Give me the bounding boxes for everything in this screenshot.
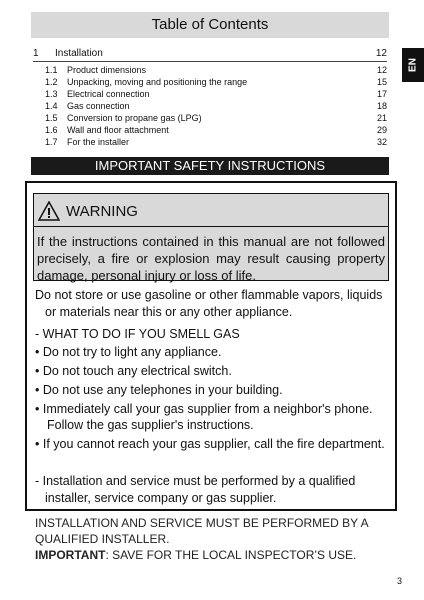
important-label: IMPORTANT	[35, 548, 106, 562]
language-tab	[402, 48, 424, 82]
safety-box	[25, 181, 397, 511]
flammable-line-2: or materials near this or any other appliance.	[45, 305, 293, 319]
toc-entry-label: For the installer	[67, 137, 130, 147]
warning-panel	[33, 193, 389, 281]
toc-entry-page: 12	[376, 65, 387, 75]
toc-entry[interactable]	[33, 112, 387, 124]
toc-entry-label: Electrical connection	[67, 89, 150, 99]
warning-triangle-icon	[38, 201, 60, 221]
toc-main-number: 1	[33, 48, 39, 59]
toc-entry-number: 1.3	[45, 89, 58, 99]
warning-title: WARNING	[66, 202, 138, 220]
toc-main-page: 12	[375, 48, 387, 59]
footer-notice	[35, 515, 395, 563]
toc-entry-number: 1.4	[45, 101, 58, 111]
toc-title: Table of Contents	[31, 12, 389, 38]
list-item: • Do not touch any electrical switch.	[35, 364, 232, 378]
flammable-warning	[35, 287, 391, 321]
toc-entry[interactable]	[33, 76, 387, 88]
table-of-contents	[33, 48, 387, 148]
list-item: • Do not try to light any appliance.	[35, 345, 222, 359]
footer-line-2	[35, 547, 395, 563]
toc-main-entry[interactable]	[33, 48, 387, 62]
toc-entry[interactable]	[33, 64, 387, 76]
toc-entry-page: 21	[376, 113, 387, 123]
toc-entry-label: Conversion to propane gas (LPG)	[67, 113, 202, 123]
list-item: • If you cannot reach your gas supplier, call the fire department.	[35, 437, 385, 451]
footer-line-1: INSTALLATION AND SERVICE MUST BE PERFORMED BY A QUALIFIED INSTALLER.	[35, 516, 368, 546]
installation-line-1: - Installation and service must be performed by a qualified	[35, 474, 356, 488]
toc-entry[interactable]	[33, 88, 387, 100]
toc-main-label: Installation	[55, 48, 103, 59]
list-item: • Immediately call your gas supplier from a neighbor's phone. Follow the gas supplier's instructions.	[35, 402, 373, 432]
toc-entry-number: 1.5	[45, 113, 58, 123]
toc-entry[interactable]	[33, 136, 387, 148]
toc-entry-number: 1.6	[45, 125, 58, 135]
toc-entry-page: 32	[376, 137, 387, 147]
warning-header	[38, 198, 138, 224]
toc-entry-page: 17	[376, 89, 387, 99]
installation-notice	[35, 473, 391, 507]
warning-text: If the instructions contained in this manual are not followed precisely, a fire or explosion may result causing property damage, personal injury or loss of life.	[37, 234, 385, 283]
toc-entry-number: 1.2	[45, 77, 58, 87]
list-item: • Do not use any telephones in your building.	[35, 383, 283, 397]
gas-smell-heading: - WHAT TO DO IF YOU SMELL GAS	[35, 327, 240, 341]
important-text: : SAVE FOR THE LOCAL INSPECTOR’S USE.	[105, 548, 357, 562]
toc-entry-page: 15	[376, 77, 387, 87]
page-number: 3	[396, 576, 402, 586]
language-label: EN	[407, 58, 419, 72]
installation-line-2: installer, service company or gas supplier.	[45, 491, 277, 505]
toc-entry-page: 18	[376, 101, 387, 111]
toc-entry[interactable]	[33, 100, 387, 112]
toc-entry[interactable]	[33, 124, 387, 136]
toc-entry-number: 1.7	[45, 137, 58, 147]
toc-entry-page: 29	[376, 125, 387, 135]
safety-heading: IMPORTANT SAFETY INSTRUCTIONS	[31, 157, 389, 175]
toc-entry-number: 1.1	[45, 65, 58, 75]
toc-entry-label: Product dimensions	[67, 65, 147, 75]
toc-entry-label: Unpacking, moving and positioning the range	[67, 77, 248, 87]
gas-smell-list	[35, 344, 391, 455]
warning-divider	[34, 226, 388, 227]
toc-entry-label: Wall and floor attachment	[67, 125, 169, 135]
flammable-line-1: Do not store or use gasoline or other flammable vapors, liquids	[35, 288, 383, 302]
toc-entry-label: Gas connection	[67, 101, 130, 111]
